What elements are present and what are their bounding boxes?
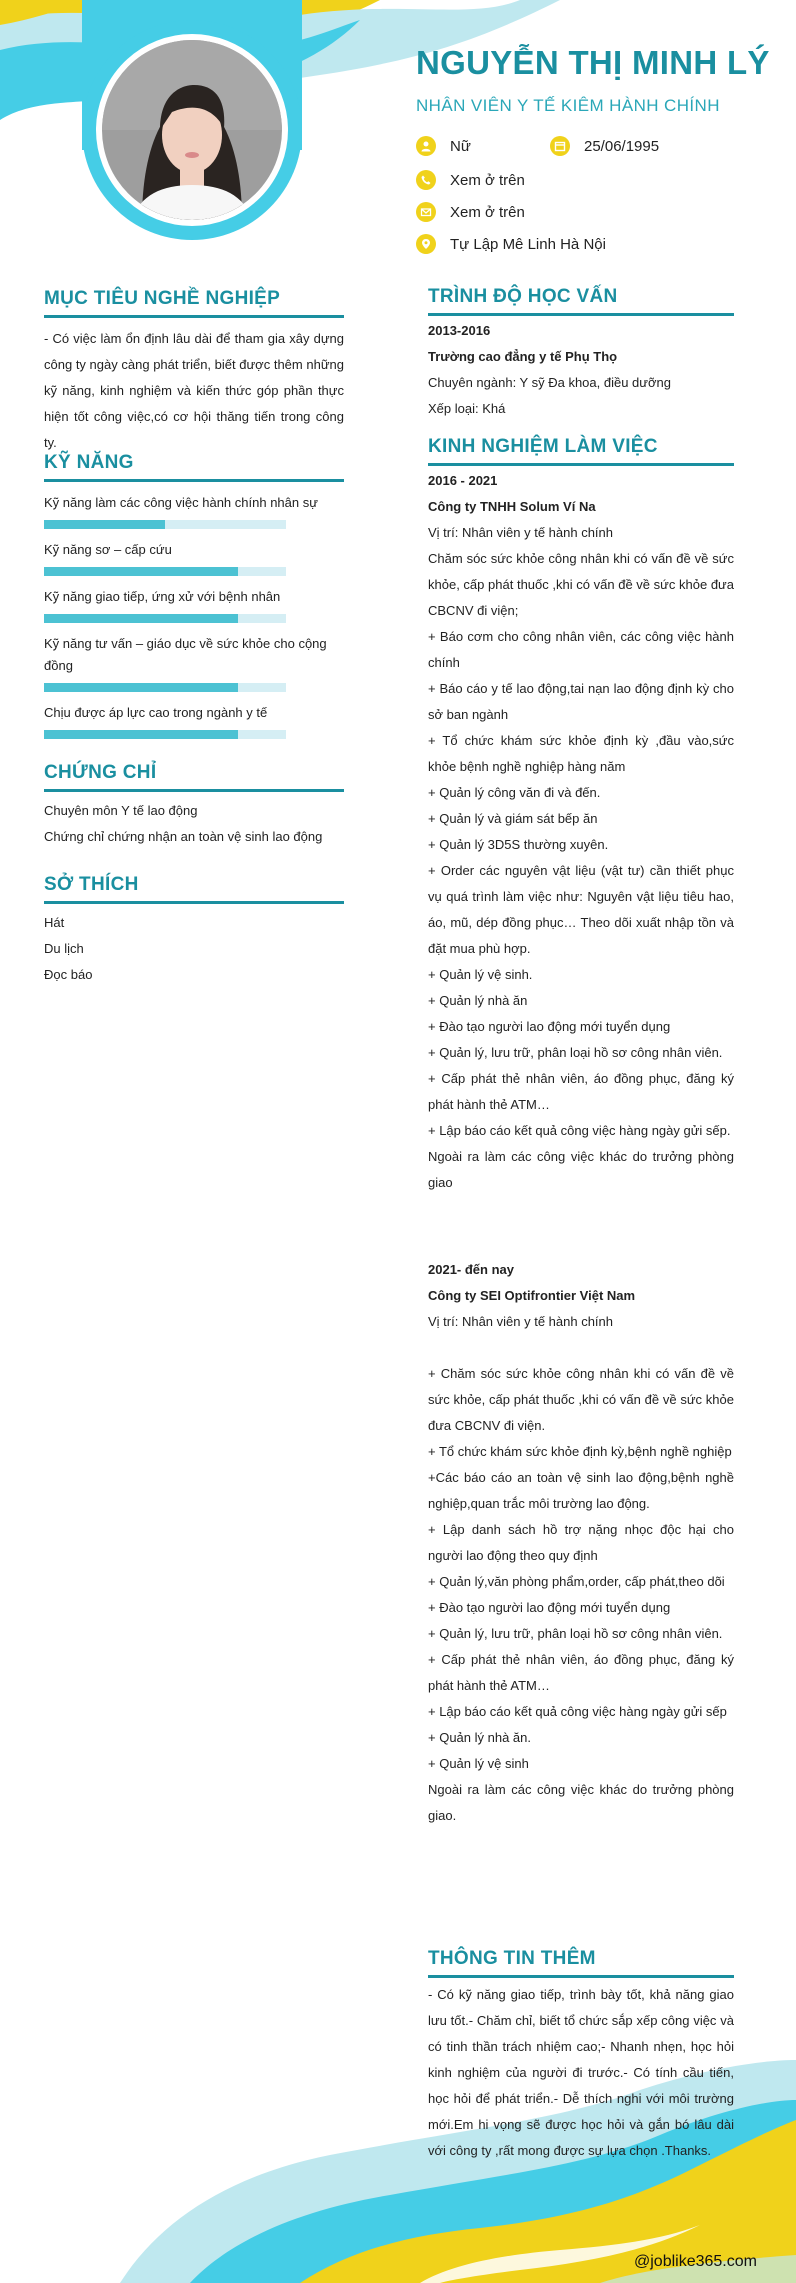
skill-label: Kỹ năng làm các công việc hành chính nhân sự [44,495,318,510]
address-row [416,234,606,254]
email-row [416,202,525,222]
phone-row [416,170,525,190]
certificate-item: Chuyên môn Y tế lao động [44,803,198,818]
job-duties [428,1361,734,1829]
candidate-name: NGUYỄN THỊ MINH LÝ [416,44,770,81]
hobby-item: Du lịch [44,941,84,956]
experience-section [428,436,734,1196]
skill-bar-fill [44,520,165,529]
gender-row [416,136,471,156]
skill-bar [44,567,286,576]
job-duty-line: + Tổ chức khám sức khỏe định kỳ ,đầu vào,sức khỏe bệnh nghề nghiệp hàng năm [428,733,734,774]
skill-bar [44,683,286,692]
skill-item [44,633,344,692]
skill-item [44,492,344,529]
job-duty-line: + Cấp phát thẻ nhân viên, áo đồng phục, đăng ký phát hành thẻ ATM… [428,1652,734,1693]
skill-label: Kỹ năng sơ – cấp cứu [44,542,172,557]
job-duty-line: + Quản lý công văn đi và đến. [428,785,601,800]
location-pin-icon [416,234,436,254]
additional-section [428,1948,734,2164]
avatar-photo [102,40,282,220]
skill-item [44,702,344,739]
job-duty-line: + Quản lý,văn phòng phẩm,order, cấp phát,theo dõi [428,1574,725,1589]
birthdate-row [550,136,659,156]
email-value: Xem ở trên [450,203,525,221]
education-major: Chuyên ngành: Y sỹ Đa khoa, điều dưỡng [428,375,671,390]
education-school: Trường cao đẳng y tế Phụ Thọ [428,349,618,364]
skill-bar [44,614,286,623]
skills-section [44,452,344,739]
job-company: Công ty TNHH Solum Ví Na [428,499,596,514]
skills-title: KỸ NĂNG [44,452,344,482]
additional-text: - Có kỹ năng giao tiếp, trình bày tốt, khả năng giao lưu tốt.- Chăm chỉ, biết tổ chức sắp xếp công việc và có tinh thần trách nhiệm cao;- Nhanh nhẹn, học hỏi kinh nghiệm của người đi trước.- Có tính cầu tiến, học hỏi để phát triển.- Dễ thích nghi với môi trường mới.Em hi vọng sẽ được học hỏi và gắn bó lâu dài với công ty ,rất mong được sự lựa chọn .Thanks. [428,1987,734,2158]
candidate-position: NHÂN VIÊN Y TẾ KIÊM HÀNH CHÍNH [416,96,720,115]
skill-bar-fill [44,683,238,692]
education-title: TRÌNH ĐỘ HỌC VẤN [428,286,734,316]
job-company: Công ty SEI Optifrontier Việt Nam [428,1288,636,1303]
job-duty-line: + Order các nguyên vật liệu (vật tư) cần thiết phục vụ quá trình làm việc như: Nguyên vật liệu tiêu hao, áo, mũ, dép đồng phục… Theo dõi xuất nhập tồn và đặt mua phù hợp. [428,863,734,956]
skill-item [44,586,344,623]
skill-label: Chịu được áp lực cao trong ngành y tế [44,705,268,720]
experience-title: KINH NGHIỆM LÀM VIỆC [428,436,734,466]
mail-icon [416,202,436,222]
hobbies-section [44,874,344,988]
skill-bar-fill [44,730,238,739]
objective-title: MỤC TIÊU NGHỀ NGHIỆP [44,288,344,318]
skill-bar [44,730,286,739]
job-duty-line: Chăm sóc sức khỏe công nhân khi có vấn đề về sức khỏe, cấp phát thuốc ,khi có vấn đề về sức khỏe đưa CBCNV đi viện; [428,551,734,618]
job-duty-line: + Cấp phát thẻ nhân viên, áo đồng phục, đăng ký phát hành thẻ ATM… [428,1071,734,1112]
job-duty-line: + Quản lý vệ sinh. [428,967,533,982]
phone-icon [416,170,436,190]
education-rank: Xếp loại: Khá [428,401,506,416]
skills-list [44,492,344,739]
education-period: 2013-2016 [428,323,491,338]
job-period: 2016 - 2021 [428,473,498,488]
job-duty-line: + Báo cơm cho công nhân viên, các công việc hành chính [428,629,734,670]
birthdate-value: 25/06/1995 [584,137,660,155]
job-2 [428,1257,734,1829]
job-duty-line: + Chăm sóc sức khỏe công nhân khi có vấn đề về sức khỏe, cấp phát thuốc ,khi có vấn đề về sức khỏe đưa CBCNV đi viện. [428,1366,734,1433]
job-1 [428,468,734,1196]
phone-value: Xem ở trên [450,171,525,189]
certificates-section [44,762,344,850]
job-period: 2021- đến nay [428,1262,514,1277]
job-role: Vị trí: Nhân viên y tế hành chính [428,525,613,540]
hobbies-title: SỞ THÍCH [44,874,344,904]
additional-title: THÔNG TIN THÊM [428,1948,734,1978]
objective-section [44,288,344,456]
job-duty-line: + Đào tạo người lao động mới tuyển dụng [428,1019,671,1034]
skill-label: Kỹ năng giao tiếp, ứng xử với bệnh nhân [44,589,281,604]
skill-bar-fill [44,614,238,623]
job-duty-line: + Lập báo cáo kết quả công việc hàng ngày gửi sếp [428,1704,727,1719]
skill-item [44,539,344,576]
skill-bar [44,520,286,529]
footer-site: @joblike365.com [634,2253,757,2270]
job-duty-line: +Các báo cáo an toàn vệ sinh lao động,bệnh nghề nghiệp,quan trắc môi trường lao động. [428,1470,734,1511]
hobby-item: Hát [44,915,65,930]
job-duty-line: + Quản lý vệ sinh [428,1756,529,1771]
job-duty-line: + Lập danh sách hồ trợ nặng nhọc độc hại cho người lao động theo quy định [428,1522,734,1563]
job-duty-line: + Đào tạo người lao động mới tuyển dụng [428,1600,671,1615]
job-duty-line: + Quản lý nhà ăn. [428,1730,531,1745]
job-duty-line: + Quản lý, lưu trữ, phân loại hồ sơ công nhân viên. [428,1626,723,1641]
job-duty-line: + Quản lý nhà ăn [428,993,528,1008]
certificates-title: CHỨNG CHỈ [44,762,344,792]
gender-value: Nữ [450,137,471,155]
job-duty-line: Ngoài ra làm các công việc khác do trưởng phòng giao. [428,1782,734,1823]
job-duties [428,546,734,1196]
skill-bar-fill [44,567,238,576]
job-duty-line: + Quản lý, lưu trữ, phân loại hồ sơ công nhân viên. [428,1045,723,1060]
job-duty-line: + Quản lý 3D5S thường xuyên. [428,837,609,852]
job-duty-line: + Quản lý và giám sát bếp ăn [428,811,598,826]
objective-text: - Có việc làm ổn định lâu dài để tham gia xây dựng công ty ngày càng phát triển, biết được thêm những kỹ năng, kinh nghiệm và kiến thức góp phần thực hiện tốt công việc,có cơ hội thăng tiến trong công ty. [44,331,344,450]
calendar-icon [550,136,570,156]
hobby-item: Đọc báo [44,967,93,982]
job-duty-line: + Tổ chức khám sức khỏe định kỳ,bệnh nghề nghiệp [428,1444,732,1459]
job-role: Vị trí: Nhân viên y tế hành chính [428,1314,613,1329]
skill-label: Kỹ năng tư vấn – giáo dục về sức khỏe cho cộng đồng [44,636,327,673]
address-value: Tự Lập Mê Linh Hà Nội [450,235,606,253]
job-duty-line: + Lập báo cáo kết quả công việc hàng ngày gửi sếp. [428,1123,731,1138]
user-icon [416,136,436,156]
avatar [96,34,288,226]
job-duty-line: Ngoài ra làm các công việc khác do trưởng phòng giao [428,1149,734,1190]
education-section [428,286,734,422]
job-duty-line: + Báo cáo y tế lao động,tai nạn lao động định kỳ cho sở ban ngành [428,681,734,722]
certificate-item: Chứng chỉ chứng nhận an toàn vệ sinh lao động [44,829,323,844]
